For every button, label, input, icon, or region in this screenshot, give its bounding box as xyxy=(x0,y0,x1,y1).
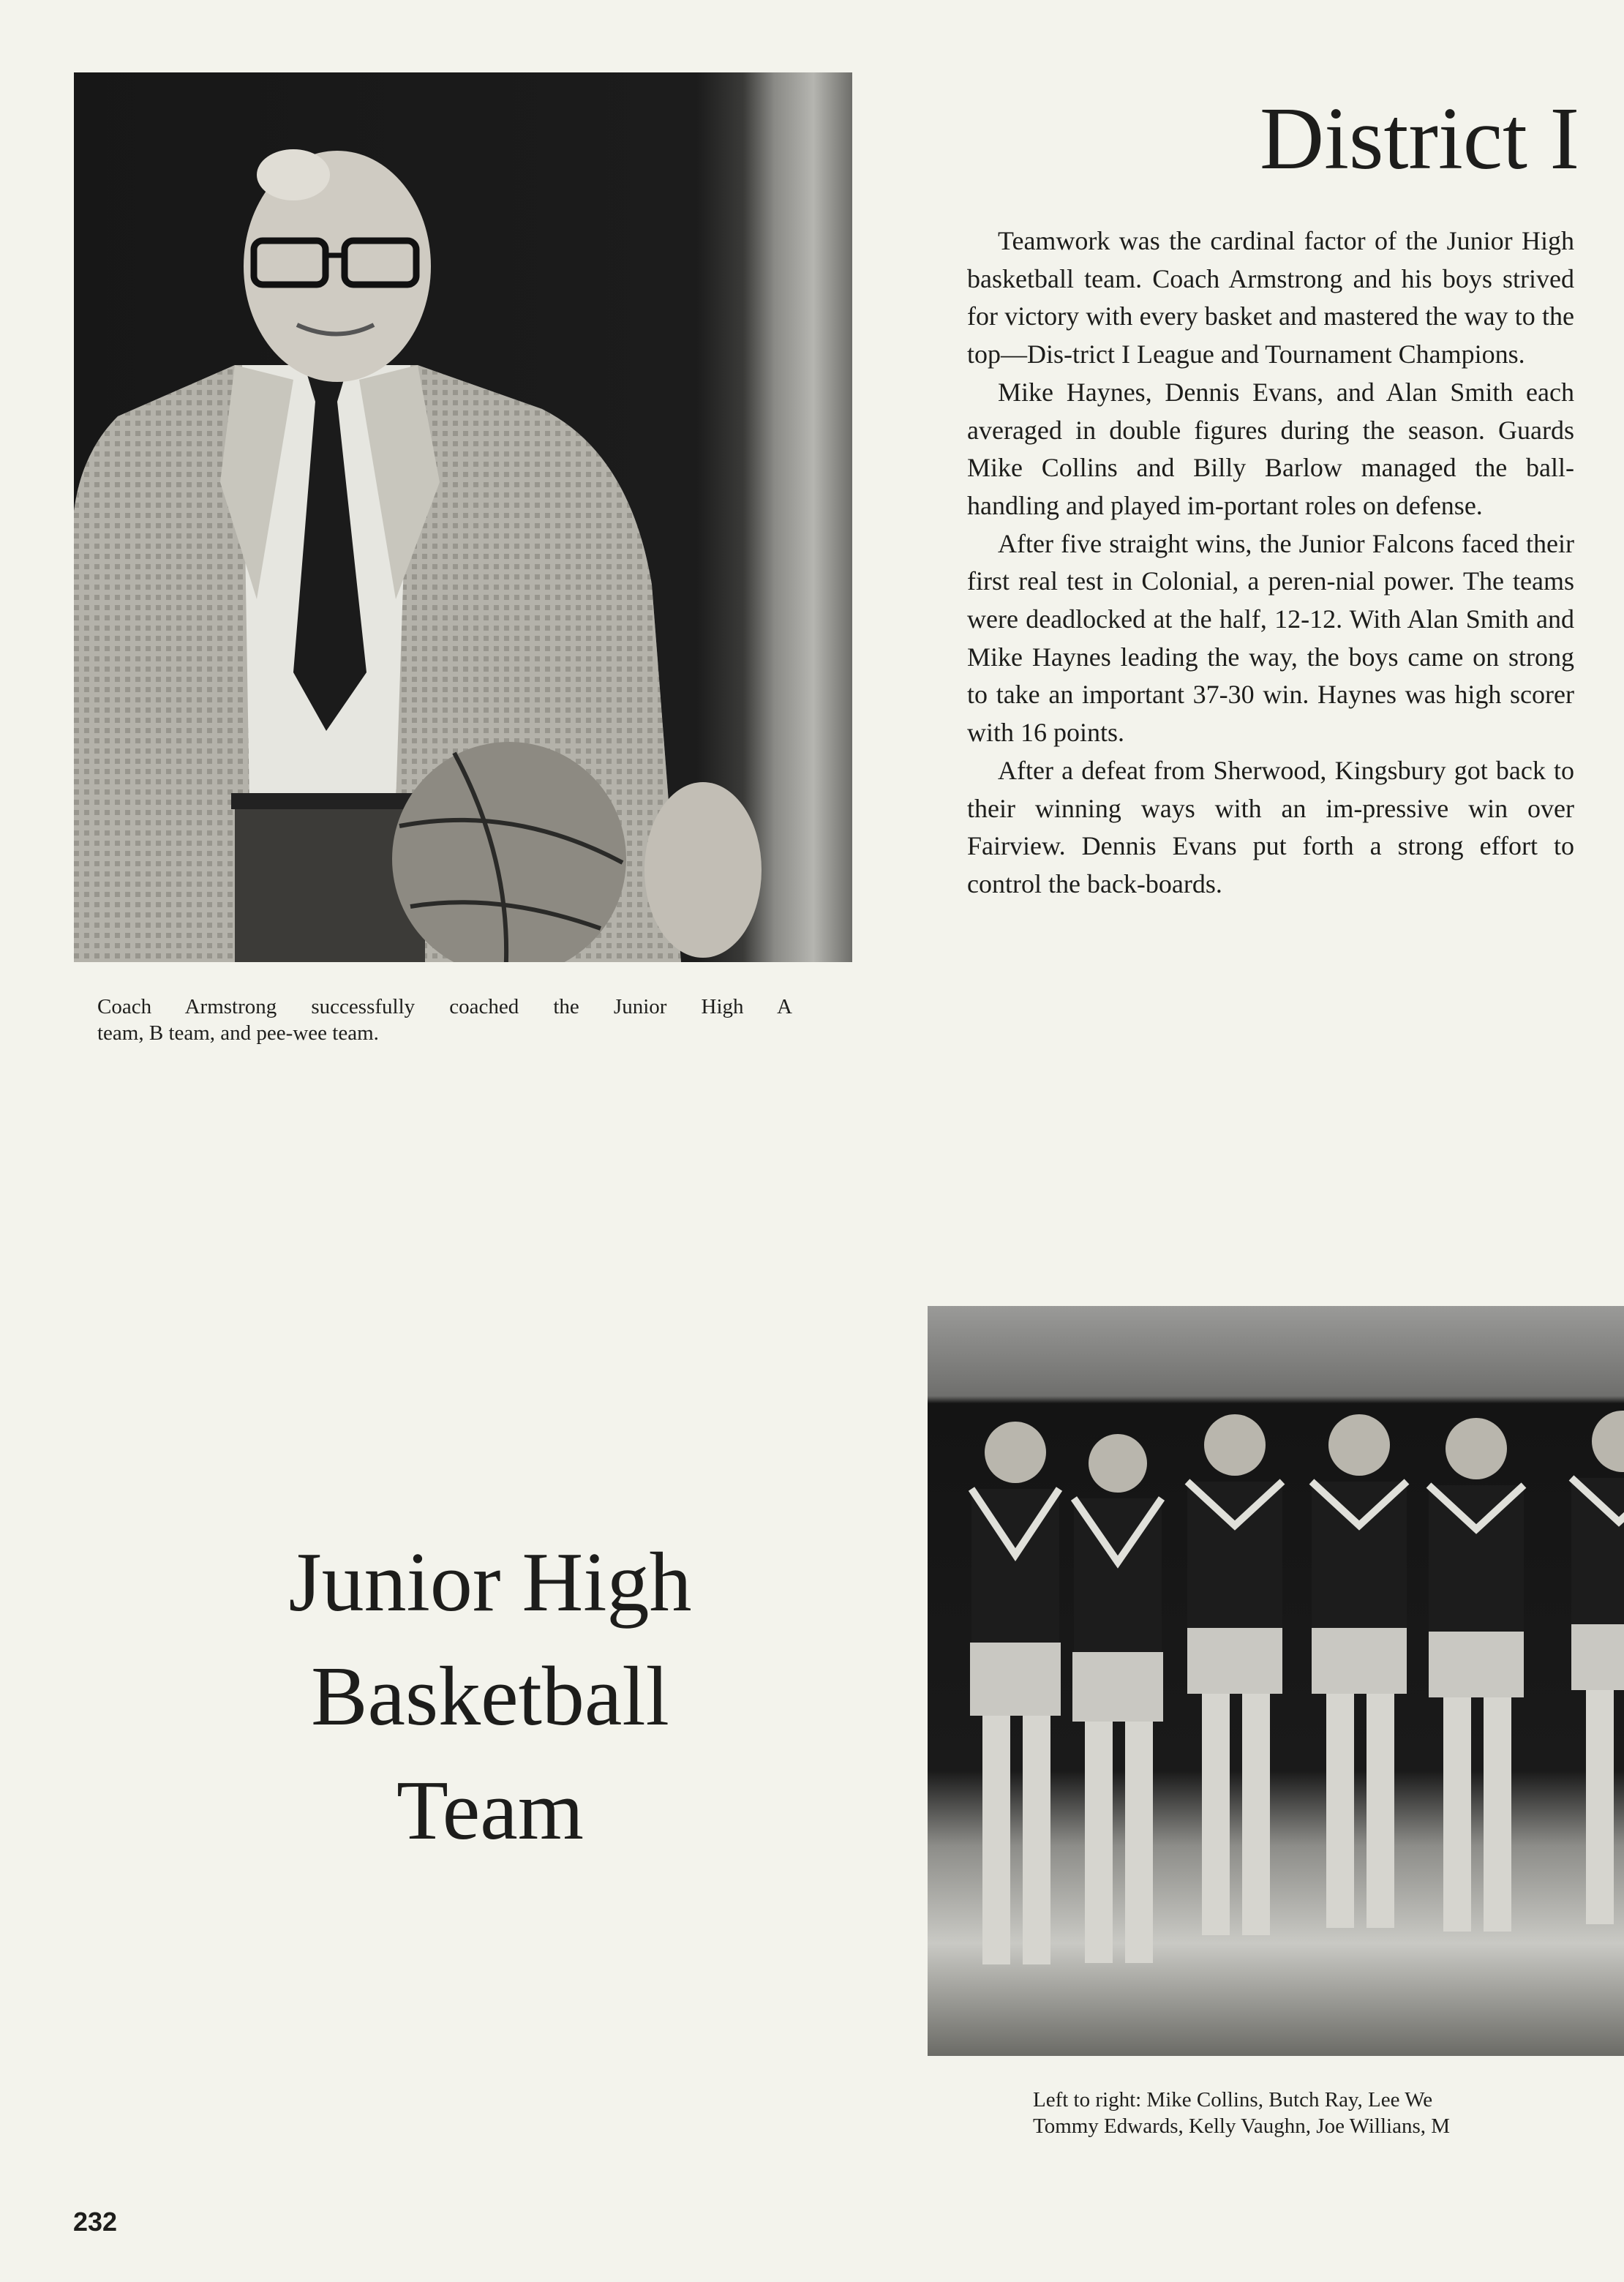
story-paragraph: Mike Haynes, Dennis Evans, and Alan Smith each averaged in double figures during the season. Guards Mike Collins and Billy Barlow managed the ball-handling and played im-portant roles on defense. xyxy=(967,377,1574,520)
page-heading: District I xyxy=(1260,89,1580,188)
story-text xyxy=(967,222,1574,904)
page-number: 232 xyxy=(73,2207,118,2237)
section-title-line-3: Team xyxy=(396,1764,584,1858)
team-photo xyxy=(928,1306,1624,2056)
story-paragraph: After five straight wins, the Junior Falcons faced their first real test in Colonial, a peren-nial power. The teams were deadlocked at the half, 12-12. With Alan Smith and Mike Haynes leading the way, the boys came on strong to take an important 37-30 win. Haynes was high scorer with 16 points. xyxy=(967,528,1574,748)
team-caption-line-2: Tommy Edwards, Kelly Vaughn, Joe Willians, M xyxy=(1033,2114,1451,2138)
team-caption-line-1: Left to right: Mike Collins, Butch Ray, Lee We xyxy=(1033,2088,1433,2112)
section-title-line-2: Basketball xyxy=(311,1650,669,1744)
section-title xyxy=(190,1525,790,1868)
story-paragraph: After a defeat from Sherwood, Kingsbury got back to their winning ways with an im-pressive win over Fairview. Dennis Evans put forth a strong effort to control the back-boards. xyxy=(967,755,1574,898)
coach-photo xyxy=(74,72,852,962)
coach-caption-line-1: Coach Armstrong successfully coached the Junior High A xyxy=(97,995,792,1018)
coach-caption-line-2: team, B team, and pee-wee team. xyxy=(97,1021,379,1045)
coach-photo-illustration xyxy=(74,72,852,962)
team-photo-caption xyxy=(1033,2087,1624,2139)
section-title-line-1: Junior High xyxy=(288,1536,692,1629)
team-photo-illustration xyxy=(928,1306,1624,2056)
coach-photo-caption xyxy=(97,994,792,1046)
story-paragraph: Teamwork was the cardinal factor of the Junior High basketball team. Coach Armstrong and his boys strived for victory with every basket and mastered the way to the top—Dis-trict I League and Tournament Champions. xyxy=(967,226,1574,369)
